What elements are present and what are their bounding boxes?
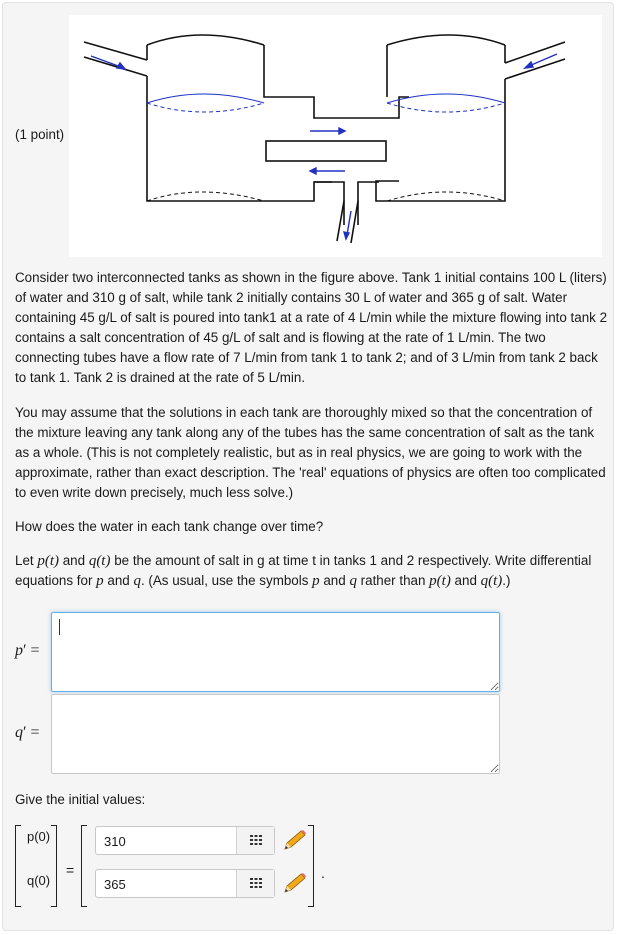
- grid-icon: [250, 835, 262, 845]
- math-q-of-t: q(t): [88, 553, 111, 569]
- q0-input[interactable]: [95, 869, 275, 898]
- tank1-water-line-dashed: [147, 103, 264, 112]
- tank2-bottom-dashed: [387, 192, 505, 201]
- tank2-water-line: [387, 94, 505, 103]
- left-vector-close-bracket: [51, 825, 57, 907]
- tank1-water-line: [147, 94, 264, 103]
- tank1-outline: [147, 45, 332, 201]
- left-vector-open-bracket: [15, 825, 21, 907]
- q-prime-label: q′ =: [15, 724, 40, 741]
- p0-pencil-icon[interactable]: [282, 829, 308, 851]
- initial-values-prompt: Give the initial values:: [15, 792, 146, 807]
- p0-value: 310: [104, 834, 126, 849]
- problem-paragraph-1: Consider two interconnected tanks as shown in the figure above. Tank 1 initial contains 100 L (liters) of water and 310 g of salt, while tank 2 initially contains 30 L of water and 365 g of salt. Water containing 45 g/L of salt is poured into tank1 at a rate of 4 L/min while the mixture flowing into tank 2 contains a salt concentration of 45 g/L of salt and is flowing at the rate of 1 L/min. The two connecting tubes have a flow rate of 7 L/min from tank 1 to tank 2; and of 3 L/min from tank 2 back to tank 1. Tank 2 is drained at the rate of 5 L/min.: [15, 270, 608, 385]
- p-prime-label: p′ =: [15, 642, 40, 659]
- p0-input[interactable]: [95, 826, 275, 855]
- q0-matrix-button[interactable]: [236, 870, 274, 897]
- problem-paragraph-2: You may assume that the solutions in each tank are thoroughly mixed so that the concentration of the mixture leaving any tank along any of the tubes has the same concentration of salt as the tank as a whole. (This is not completely realistic, but as in real physics, we are going to work with the approximate, rather than exact description. The 'real' equations of physics are often too complicated to even write down precisely, much less solve.): [15, 405, 606, 500]
- text-caret: [59, 619, 60, 635]
- inlet-pipe-1: [84, 42, 147, 76]
- tank2-lower-left: [314, 182, 379, 225]
- tank-outlines: [84, 35, 565, 243]
- question-text: How does the water in each tank change over time?: [15, 519, 324, 534]
- tank1-top-ellipse: [147, 35, 264, 45]
- drain-arrow: [347, 211, 351, 235]
- p-prime-answer-input[interactable]: [51, 612, 500, 692]
- tank-figure: [69, 15, 602, 257]
- instruction-text: Let p(t) and q(t) be the amount of salt in g at time t in tanks 1 and 2 respectively. Write differential equations for p and q. (As usual, use the symbols p and q rather than p(t) and q(t).): [15, 553, 592, 589]
- right-vector-open-bracket: [81, 825, 87, 907]
- grid-icon: [250, 878, 262, 888]
- q0-pencil-icon[interactable]: [282, 872, 308, 894]
- math-p-of-t: p(t): [37, 553, 60, 569]
- p0-matrix-button[interactable]: [236, 827, 274, 854]
- right-vector-close-bracket: [308, 825, 314, 907]
- q-prime-answer-input[interactable]: [51, 694, 500, 774]
- tank2-outline: [376, 45, 505, 201]
- tank-diagram: [69, 15, 602, 257]
- q0-value: 365: [104, 877, 126, 892]
- tank1-bottom-dashed: [147, 192, 264, 201]
- points-label: (1 point): [15, 127, 65, 142]
- trailing-period: .: [321, 865, 325, 881]
- equals-sign: =: [66, 862, 75, 878]
- inlet-pipe-2: [505, 42, 565, 79]
- flow-arrows: [91, 54, 557, 239]
- inlet-arrow-2: [529, 54, 557, 66]
- inlet-arrow-1: [91, 56, 121, 67]
- connecting-tube-block: [266, 141, 386, 161]
- q0-label: q(0): [27, 873, 51, 888]
- problem-panel: [2, 2, 614, 931]
- p0-label: p(0): [27, 829, 51, 844]
- tank2-top-ellipse: [387, 35, 505, 45]
- tank2-water-line-dashed: [387, 103, 505, 112]
